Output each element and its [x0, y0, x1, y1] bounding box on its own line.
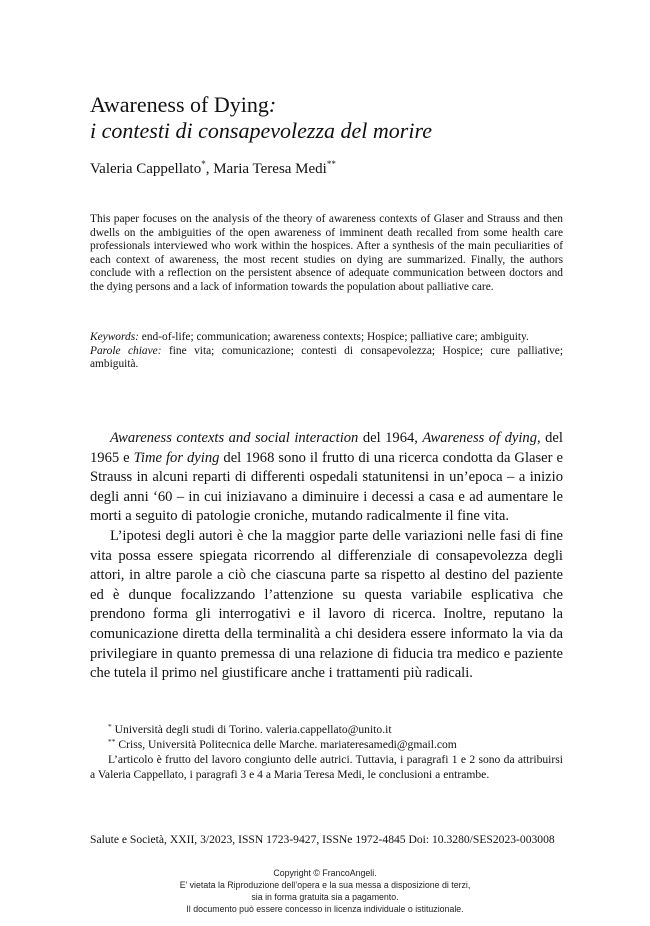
footnotes	[90, 722, 563, 782]
author-separator: ,	[205, 161, 214, 177]
footnote-mark: **	[108, 737, 116, 746]
journal-citation: Salute e Società, XXII, 3/2023, ISSN 1723-9427, ISSNe 1972-4845 Doi: 10.3280/SES2023-003008	[90, 833, 555, 846]
footnote-text: Università degli studi di Torino. valeria.cappellato@unito.it	[111, 723, 392, 736]
keywords-text: end-of-life; communication; awareness contexts; Hospice; palliative care; ambiguity.	[138, 331, 529, 343]
copyright-notice	[60, 867, 590, 915]
body-text-run: , del 1965 e	[90, 430, 563, 466]
title-subtitle: i contesti di consapevolezza del morire	[90, 118, 432, 143]
article-title	[90, 92, 570, 144]
body-text-run: del 1964,	[358, 430, 423, 446]
book-title: Awareness contexts and social interaction	[110, 430, 359, 446]
parole-chiave-label: Parole chiave:	[90, 344, 162, 357]
author-footnote-mark: **	[326, 159, 336, 169]
title-colon: :	[268, 92, 277, 117]
title-main-line	[90, 92, 570, 118]
parole-chiave-text: fine vita; comunicazione; contesti di consapevolezza; Hospice; cure palliative; ambiguità.	[90, 344, 563, 371]
copyright-line: E’ vietata la Riproduzione dell’opera e la sua messa a disposizione di terzi,	[179, 880, 471, 890]
body-paragraph: L’ipotesi degli autori è che la maggior parte delle variazioni nelle fasi di fine vita possa essere spiegata ricorrendo al differenziale di consapevolezza degli attori, in altre parole a ciò che ciascuna parte sa rispetto al destino del paziente ed è dunque focalizzando l’attenzione su questa variabile esplicativa che prendono forma gli interrogativi e il lavoro di ricerca. Inoltre, reputano la comunicazione diretta della terminalità a chi desidera essere informato la via da privilegiare in quanto premessa di una relazione di fiducia tra medico e paziente che tutela il primo nel giustificare anche i trattamenti più radicali.	[90, 527, 563, 682]
copyright-line: sia in forma gratuita sia a pagamento.	[251, 892, 399, 902]
author-name: Maria Teresa Medi	[213, 161, 327, 177]
author-footnote-mark: *	[201, 159, 206, 169]
footnote-text: Criss, Università Politecnica delle Marche. mariateresamedi@gmail.com	[115, 738, 457, 751]
keywords-block	[90, 331, 563, 372]
keywords-label: Keywords:	[90, 331, 139, 343]
title-main: Awareness of Dying	[90, 92, 269, 117]
body-text	[90, 429, 563, 684]
footnote	[90, 722, 563, 737]
book-title: Time for dying	[133, 449, 220, 466]
footnote: L’articolo è frutto del lavoro congiunto delle autrici. Tuttavia, i paragrafi 1 e 2 sono da attribuirsi a Valeria Cappellato, i paragrafi 3 e 4 a Maria Teresa Medi, le conclusioni a entrambe.	[90, 753, 563, 781]
copyright-line: Copyright © FrancoAngeli.	[273, 868, 377, 878]
abstract: This paper focuses on the analysis of the theory of awareness contexts of Glaser and Strauss and then dwells on the ambiguities of the open awareness of imminent death recalled from some health care professionals interviewed who work within the hospices. After a synthesis of the main peculiarities of each context of awareness, the most recent studies on dying are summarized. Finally, the authors conclude with a reflection on the persistent absence of adequate communication between doctors and the dying persons and a lack of information towards the population about palliative care.	[90, 213, 563, 293]
copyright-line: Il documento può essere concesso in licenza individuale o istituzionale.	[186, 904, 464, 914]
parole-chiave-line	[90, 345, 563, 372]
footnote-mark: *	[108, 722, 112, 731]
keywords-line	[90, 331, 563, 345]
author-list	[90, 160, 570, 178]
author-name: Valeria Cappellato	[90, 161, 202, 177]
body-text-run: del 1968 sono il frutto di una ricerca condotta da Glaser e Strauss in alcuni reparti di differenti ospedali statunitensi in un’epoca – a inizio degli anni ‘60 – in cui iniziavano a diminuire i decessi a casa e ad aumentare le morti a seguito di patologie croniche, mutando radicalmente il fine vita.	[90, 449, 563, 525]
book-title: Awareness of dying	[422, 430, 538, 446]
footnote	[90, 737, 563, 752]
body-paragraph	[90, 429, 563, 527]
